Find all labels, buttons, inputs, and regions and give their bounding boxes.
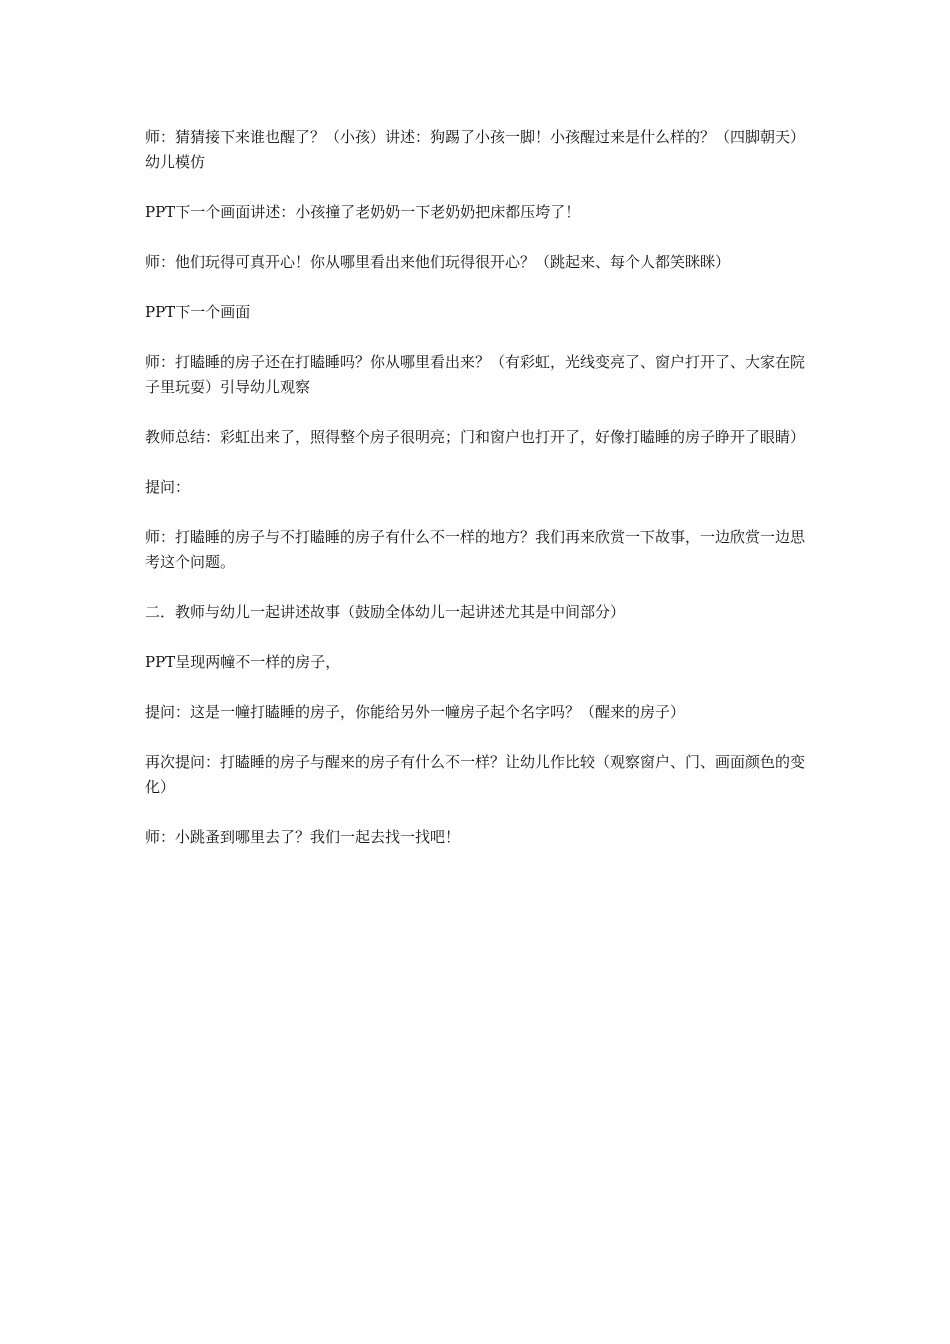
paragraph-9: 二．教师与幼儿一起讲述故事（鼓励全体幼儿一起讲述尤其是中间部分）: [145, 603, 626, 621]
paragraph-8: 师：打瞌睡的房子与不打瞌睡的房子有什么不一样的地方？我们再来欣赏一下故事，一边欣赏一边思考这个问题。: [145, 528, 806, 571]
paragraph-10: PPT呈现两幢不一样的房子，: [145, 653, 341, 671]
paragraph-11: 提问：这是一幢打瞌睡的房子，你能给另外一幢房子起个名字吗？（醒来的房子）: [145, 703, 686, 721]
paragraph-2: PPT下一个画面讲述：小孩撞了老奶奶一下老奶奶把床都压垮了！: [145, 203, 581, 221]
paragraph-12: 再次提问：打瞌睡的房子与醒来的房子有什么不一样？让幼儿作比较（观察窗户、门、画面颜色的变化）: [145, 753, 806, 796]
document-body: [145, 125, 810, 875]
paragraph-5: 师：打瞌睡的房子还在打瞌睡吗？你从哪里看出来？（有彩虹，光线变亮了、窗户打开了、大家在院子里玩耍）引导幼儿观察: [145, 353, 806, 396]
paragraph-3: 师：他们玩得可真开心！你从哪里看出来他们玩得很开心？（跳起来、每个人都笑眯眯）: [145, 253, 731, 271]
paragraph-13: 师：小跳蚤到哪里去了？我们一起去找一找吧！: [145, 828, 461, 846]
paragraph-6: 教师总结：彩虹出来了，照得整个房子很明亮；门和窗户也打开了，好像打瞌睡的房子睁开了眼睛）: [145, 428, 806, 446]
paragraph-4: PPT下一个画面: [145, 303, 251, 321]
paragraph-1: 师：猜猜接下来谁也醒了？（小孩）讲述：狗踢了小孩一脚！小孩醒过来是什么样的？（四脚朝天）幼儿模仿: [145, 128, 806, 171]
paragraph-7: 提问：: [145, 478, 191, 496]
